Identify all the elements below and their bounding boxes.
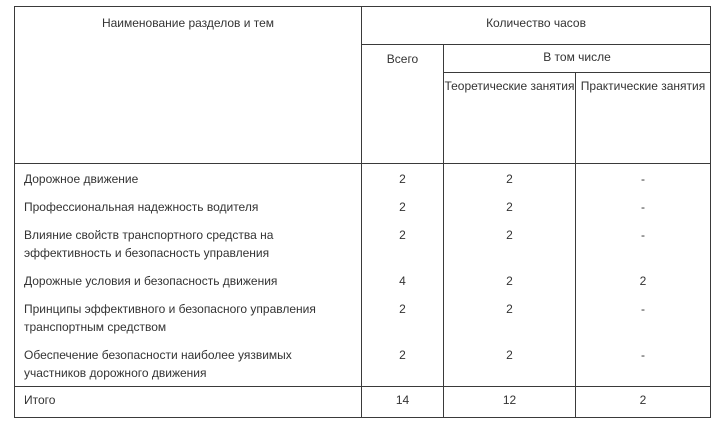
body-total-cell: [362, 164, 444, 387]
row-theory: 2: [506, 172, 513, 186]
row-total: 2: [399, 228, 406, 242]
row-name: Принципы эффективного и безопасного управления транспортным средством: [24, 302, 316, 334]
row-name: Профессиональная надежность водителя: [24, 200, 259, 214]
header-name-col: Наименование разделов и тем: [15, 7, 362, 164]
row-name: Дорожные условия и безопасность движения: [24, 274, 278, 288]
header-total-col: Всего: [362, 45, 444, 164]
row-total: 2: [399, 172, 406, 186]
header-practice-col: Практические занятия: [576, 73, 711, 164]
total-row: [15, 387, 711, 418]
row-theory: 2: [506, 228, 513, 242]
total-label: Итого: [15, 387, 362, 418]
row-total: 2: [399, 200, 406, 214]
row-practice: -: [641, 302, 645, 316]
row-name: Влияние свойств транспортного средства на эффективность и безопасность управления: [24, 228, 274, 260]
row-total: 4: [399, 274, 406, 288]
body-theory-cell: [444, 164, 576, 387]
header-hours-col: Количество часов: [362, 7, 711, 45]
row-practice: 2: [639, 274, 647, 288]
header-theory-col: Теоретические занятия: [444, 73, 576, 164]
row-total: 2: [399, 348, 406, 362]
body-row: [15, 164, 711, 387]
row-theory: 2: [506, 200, 513, 214]
row-theory: 2: [506, 302, 513, 316]
header-including-col: В том числе: [444, 45, 711, 73]
row-theory: 2: [506, 348, 513, 362]
row-practice: -: [641, 200, 645, 214]
row-total: 2: [399, 302, 406, 316]
row-theory: 2: [506, 274, 513, 288]
total-hours: 14: [362, 387, 444, 418]
hours-table-container: [14, 6, 711, 418]
total-practice: 2: [576, 387, 711, 418]
row-practice: -: [641, 348, 645, 362]
row-name: Обеспечение безопасности наиболее уязвимых участников дорожного движения: [24, 348, 292, 380]
hours-table: [14, 6, 711, 418]
row-name: Дорожное движение: [24, 172, 139, 186]
row-practice: -: [641, 228, 645, 242]
row-practice: -: [641, 172, 645, 186]
body-name-cell: [15, 164, 362, 387]
total-theory: 12: [444, 387, 576, 418]
body-practice-cell: [576, 164, 711, 387]
header-row-1: [15, 7, 711, 45]
